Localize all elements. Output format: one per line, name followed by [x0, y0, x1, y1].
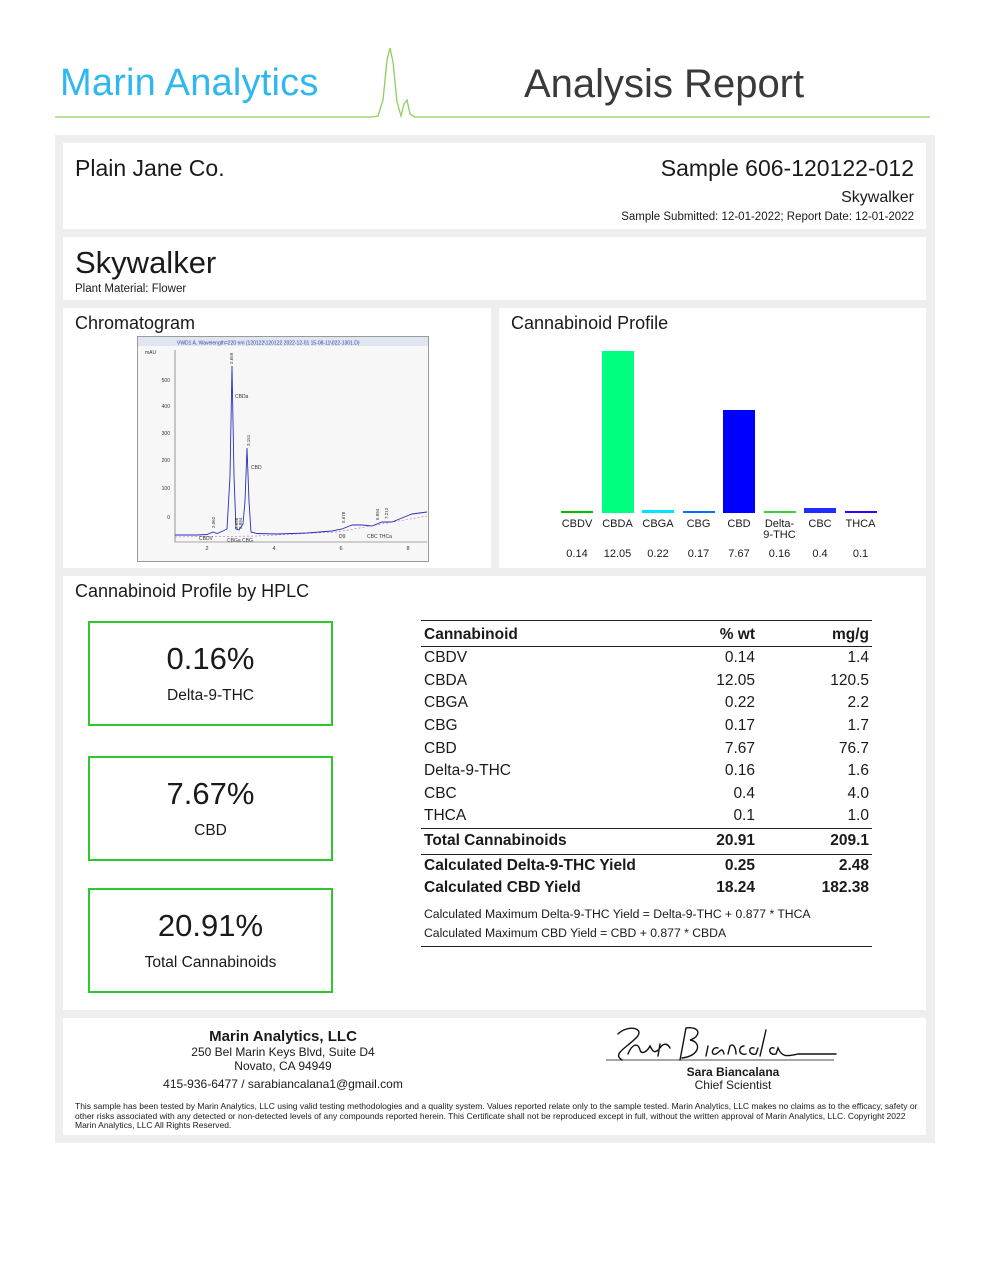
footer-panel: [63, 1018, 926, 1135]
results-table-block: [421, 620, 872, 947]
retention-time: 5.678: [341, 511, 346, 523]
bar-cbga: [642, 510, 674, 513]
stat-value: 20.91%: [157, 908, 264, 943]
peak-label-cbda: CBDa: [235, 394, 249, 400]
total-row: [421, 828, 872, 854]
chromatogram-y-tick: 500: [161, 378, 170, 384]
lab-contact: 415-936-6477 / sarabiancalana1@gmail.com: [163, 1077, 403, 1091]
chromatogram-y-unit: mAU: [145, 350, 157, 356]
bar-cbda: [602, 351, 634, 513]
chromatogram-title: Chromatogram: [75, 313, 196, 333]
disclaimer: This sample has been tested by Marin Analytics, LLC using valid testing methodologies and a quality system. Values reported relate only to the sample tested. Marin Analytics, LLC makes no claims as to the efficacy, safety or other risks associated with any detected or non-detected levels of any compounds reported herein. This Certificate shall not be reproduced except in full, without the written approval of Marin Analytics, LLC. Copyright 2022 Marin Analytics, LLC All Rights Reserved.: [75, 1101, 918, 1131]
bar-category-label: [798, 519, 842, 530]
formula-line: Calculated Maximum CBD Yield = CBD + 0.877 * CBDA: [424, 926, 727, 941]
cell: 1.7: [847, 716, 869, 734]
chromatogram-plot: [137, 336, 429, 562]
plant-material: Plant Material: Flower: [75, 283, 187, 295]
bar-value-label: 7.67: [728, 548, 750, 560]
cell: 182.38: [821, 879, 869, 897]
retention-time: 2.656: [234, 517, 239, 529]
stat-label: CBD: [194, 822, 227, 839]
cell: 1.4: [847, 649, 869, 667]
table-row: [421, 760, 872, 783]
brand-name: Marin Analytics: [60, 62, 319, 104]
bar-category-label: [758, 519, 802, 541]
cell: CBG: [424, 716, 458, 734]
retention-time: 2.659: [229, 352, 234, 364]
peak-label-cbga-cbg: CBGa CBG: [227, 538, 253, 544]
client-panel: [63, 143, 926, 229]
hplc-panel: [63, 576, 926, 1010]
cannabinoid-profile-panel: [499, 308, 926, 568]
stat-box-total-cannabinoids: [88, 888, 333, 993]
signer-title: Chief Scientist: [694, 1078, 772, 1092]
client-name: Plain Jane Co.: [75, 155, 225, 181]
peak-label-cbdv: CBDV: [199, 536, 213, 542]
cell: Delta-9-THC: [424, 762, 511, 780]
chromatogram-y-tick: 100: [161, 486, 170, 492]
cell: 0.22: [724, 694, 755, 712]
chromatogram-x-tick: 6: [339, 546, 343, 552]
yield-row: [421, 854, 872, 877]
results-table: [421, 620, 872, 899]
bar-category-label-line: CBGA: [642, 518, 674, 530]
bar-category-label: [717, 519, 761, 530]
address-line: Novato, CA 94949: [234, 1059, 332, 1073]
chromatogram-y-tick: 0: [167, 515, 170, 521]
cell: 2.2: [847, 694, 869, 712]
bar-category-label: [636, 519, 680, 530]
cell: 120.5: [830, 671, 869, 689]
bar-cbd: [723, 410, 755, 513]
bar-cbdv: [561, 511, 593, 513]
yield-row: [421, 877, 872, 900]
bar-value-label: 12.05: [603, 548, 632, 560]
stat-box-delta9-thc: [88, 621, 333, 726]
cell: 1.6: [847, 762, 869, 780]
cell: 209.1: [758, 828, 872, 854]
stat-label: Delta-9-THC: [167, 687, 254, 704]
bar-category-label: [839, 519, 883, 530]
chromatogram-y-tick: 300: [161, 431, 170, 437]
lab-address: [123, 1045, 443, 1073]
cell: CBGA: [424, 694, 468, 712]
stat-value: 7.67%: [166, 776, 255, 811]
bar-category-label: [596, 519, 640, 530]
cannabinoid-bar-chart: [559, 308, 889, 568]
table-row: [421, 715, 872, 738]
column-header: mg/g: [758, 621, 872, 647]
bar-value-label: 0.16: [768, 548, 791, 560]
bar-category-label-line: CBG: [686, 518, 711, 530]
bar-category-label-line: 9-THC: [763, 529, 796, 541]
retention-time: 2.894: [238, 517, 243, 529]
cell: 20.91: [671, 828, 758, 854]
table-row: [421, 783, 872, 806]
bar-value-label: 0.17: [687, 548, 710, 560]
stat-value: 0.16%: [166, 641, 255, 676]
cell: 0.4: [733, 784, 755, 802]
bar-cbg: [683, 511, 715, 513]
column-header: % wt: [671, 621, 758, 647]
bar-category-label-line: Delta-: [764, 518, 795, 530]
chromatogram-plot-header: VWD1 A, Wavelength=220 nm (120122\120122 2022-12-01 15-08-11\022-1301.D): [177, 340, 360, 347]
lab-name: Marin Analytics, LLC: [209, 1028, 357, 1045]
formula-line: Calculated Maximum Delta-9-THC Yield = Delta-9-THC + 0.877 * THCA: [424, 907, 811, 922]
table-row: [421, 669, 872, 692]
product-panel: [63, 237, 926, 300]
address-line: 250 Bel Marin Keys Blvd, Suite D4: [191, 1045, 375, 1059]
report-header: [0, 0, 989, 125]
cell: CBD: [424, 739, 457, 757]
cell: 18.24: [716, 879, 755, 897]
cell: 4.0: [847, 784, 869, 802]
cell: Calculated Delta-9-THC Yield: [424, 856, 636, 874]
bar-category-label-line: CBC: [808, 518, 832, 530]
table-header-row: [421, 621, 872, 647]
bar-category-label-line: THCA: [845, 518, 876, 530]
sample-id: Sample 606-120122-012: [660, 155, 914, 181]
cell: 0.14: [724, 649, 755, 667]
column-header: Cannabinoid: [421, 621, 671, 647]
bar-thca: [845, 511, 877, 513]
peak-label-cbc-thca: CBC THCa: [367, 534, 392, 540]
table-row: [421, 647, 872, 670]
retention-time: 7.212: [384, 507, 389, 519]
peak-label-d9: D9: [339, 534, 346, 540]
bar-category-label-line: CBD: [727, 518, 751, 530]
retention-time: 6.894: [375, 508, 380, 520]
bar-value-label: 0.22: [647, 548, 669, 560]
chromatogram-panel: [63, 308, 491, 568]
cell: CBDV: [424, 649, 468, 667]
stat-label: Total Cannabinoids: [144, 954, 277, 971]
chromatogram-x-tick: 4: [272, 546, 276, 552]
bar-category-label-line: CBDA: [602, 518, 633, 530]
cell: 0.16: [724, 762, 755, 780]
cell: CBDA: [424, 671, 468, 689]
bar-value-label: 0.14: [566, 548, 588, 560]
sample-name: Skywalker: [841, 189, 914, 206]
chromatogram-y-tick: 200: [161, 458, 170, 464]
hplc-title: Cannabinoid Profile by HPLC: [75, 581, 310, 601]
cell: THCA: [424, 807, 467, 825]
bar-category-label: [677, 519, 721, 530]
sample-dates: Sample Submitted: 12-01-2022; Report Date: 12-01-2022: [621, 211, 914, 223]
report-title: Analysis Report: [524, 62, 805, 106]
cannabinoid-profile-title: Cannabinoid Profile: [511, 313, 669, 333]
signer-name: Sara Biancalana: [686, 1065, 780, 1079]
peak-label-cbd: CBD: [251, 465, 262, 471]
cell: 0.17: [724, 716, 755, 734]
bar-category-label-line: CBDV: [561, 518, 593, 530]
cell: 0.25: [724, 856, 755, 874]
chromatogram-x-tick: 2: [205, 546, 209, 552]
cell: 7.67: [724, 739, 755, 757]
table-row: [421, 805, 872, 828]
retention-time: 2.062: [211, 516, 216, 528]
bar-delta-9-thc: [764, 511, 796, 513]
bar-category-label: [555, 519, 599, 530]
cell: 76.7: [838, 739, 869, 757]
yield-formulas: [421, 899, 872, 947]
bar-cbc: [804, 508, 836, 513]
cell: CBC: [424, 784, 457, 802]
signature-image: [598, 1020, 838, 1068]
retention-time: 3.151: [246, 434, 251, 446]
cell: 1.0: [847, 807, 869, 825]
bar-value-label: 0.1: [852, 548, 869, 560]
cell: Total Cannabinoids: [421, 828, 671, 854]
product-name: Skywalker: [75, 245, 217, 280]
bar-value-label: 0.4: [812, 548, 828, 560]
cell: 12.05: [716, 671, 755, 689]
table-row: [421, 737, 872, 760]
stat-box-cbd: [88, 756, 333, 861]
chromatogram-x-tick: 8: [406, 546, 410, 552]
chromatogram-y-tick: 400: [161, 404, 170, 410]
cell: Calculated CBD Yield: [424, 879, 581, 897]
table-row: [421, 692, 872, 715]
cell: 2.48: [838, 856, 869, 874]
cell: 0.1: [733, 807, 755, 825]
